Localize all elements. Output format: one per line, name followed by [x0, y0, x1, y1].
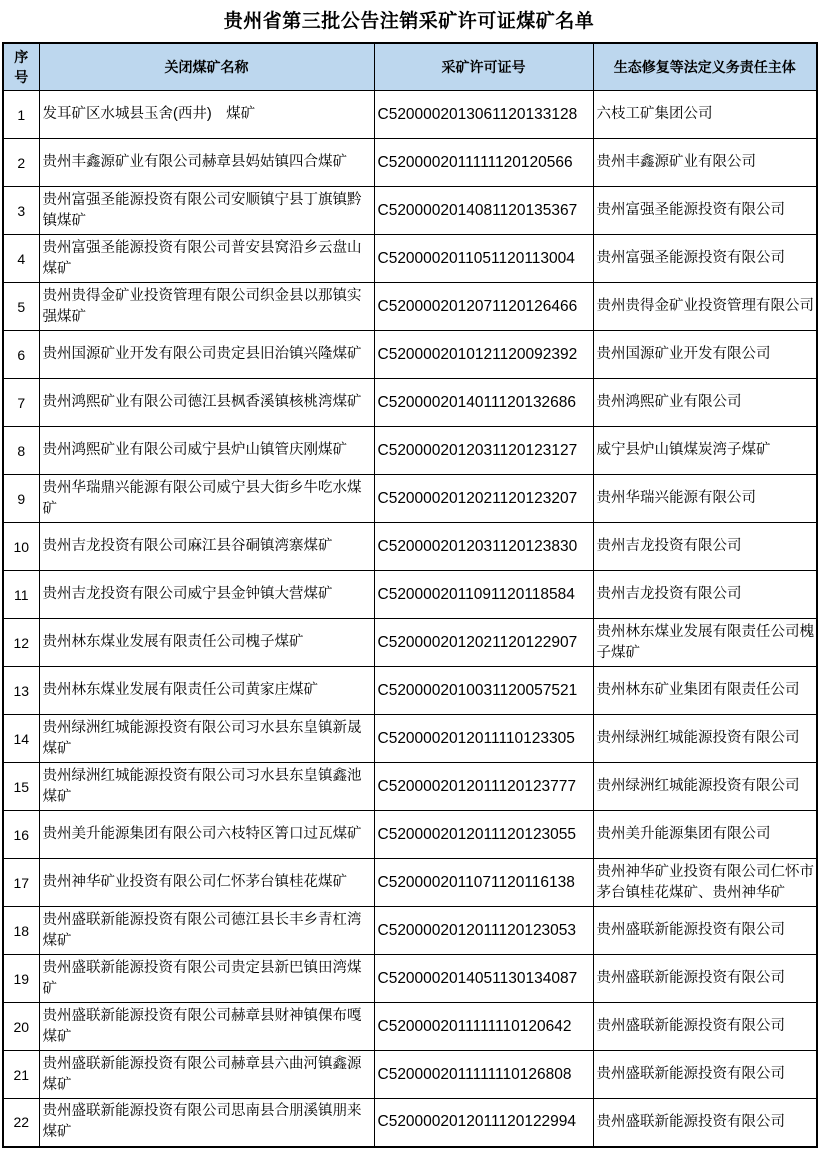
table-row [3, 571, 817, 619]
mine-name-cell: 贵州绿洲红城能源投资有限公司习水县东皇镇鑫池煤矿 [39, 763, 374, 811]
license-number-cell: C5200002012031120123830 [374, 523, 593, 571]
serial-number-cell: 17 [3, 859, 39, 907]
table-row [3, 715, 817, 763]
mine-name-cell: 贵州国源矿业开发有限公司贵定县旧治镇兴隆煤矿 [39, 331, 374, 379]
mine-name-cell: 贵州贵得金矿业投资管理有限公司织金县以那镇实强煤矿 [39, 283, 374, 331]
table-header-row [3, 43, 817, 91]
header-cell-mine-name: 关闭煤矿名称 [39, 43, 374, 91]
mine-name-cell: 贵州鸿熙矿业有限公司威宁县炉山镇管庆刚煤矿 [39, 427, 374, 475]
responsible-entity-cell: 贵州国源矿业开发有限公司 [593, 331, 817, 379]
header-cell-responsible-entity: 生态修复等法定义务责任主体 [593, 43, 817, 91]
responsible-entity-cell: 贵州盛联新能源投资有限公司 [593, 907, 817, 955]
license-number-cell: C5200002010031120057521 [374, 667, 593, 715]
mine-name-cell: 贵州吉龙投资有限公司麻江县谷硐镇湾寨煤矿 [39, 523, 374, 571]
table-row [3, 1099, 817, 1147]
serial-number-cell: 7 [3, 379, 39, 427]
responsible-entity-cell: 贵州鸿熙矿业有限公司 [593, 379, 817, 427]
responsible-entity-cell: 贵州林东矿业集团有限责任公司 [593, 667, 817, 715]
license-number-cell: C5200002011111110120642 [374, 1003, 593, 1051]
serial-number-cell: 13 [3, 667, 39, 715]
license-number-cell: C5200002011051120113004 [374, 235, 593, 283]
responsible-entity-cell: 贵州富强圣能源投资有限公司 [593, 187, 817, 235]
license-number-cell: C5200002012011120123777 [374, 763, 593, 811]
serial-number-cell: 1 [3, 91, 39, 139]
license-number-cell: C5200002012021120123207 [374, 475, 593, 523]
header-cell-license-number: 采矿许可证号 [374, 43, 593, 91]
header-cell-serial-number: 序号 [3, 43, 39, 91]
table-row [3, 331, 817, 379]
mine-name-cell: 贵州美升能源集团有限公司六枝特区箐口过瓦煤矿 [39, 811, 374, 859]
mine-name-cell: 贵州盛联新能源投资有限公司贵定县新巴镇田湾煤矿 [39, 955, 374, 1003]
responsible-entity-cell: 威宁县炉山镇煤炭湾子煤矿 [593, 427, 817, 475]
mine-name-cell: 发耳矿区水城县玉舍(西井) 煤矿 [39, 91, 374, 139]
responsible-entity-cell: 贵州丰鑫源矿业有限公司 [593, 139, 817, 187]
table-row [3, 379, 817, 427]
serial-number-cell: 5 [3, 283, 39, 331]
responsible-entity-cell: 贵州盛联新能源投资有限公司 [593, 1051, 817, 1099]
license-number-cell: C5200002012021120122907 [374, 619, 593, 667]
serial-number-cell: 19 [3, 955, 39, 1003]
license-number-cell: C5200002014011120132686 [374, 379, 593, 427]
mine-name-cell: 贵州丰鑫源矿业有限公司赫章县妈姑镇四合煤矿 [39, 139, 374, 187]
license-number-cell: C5200002011111120120566 [374, 139, 593, 187]
serial-number-cell: 10 [3, 523, 39, 571]
license-number-cell: C5200002011091120118584 [374, 571, 593, 619]
table-row [3, 523, 817, 571]
responsible-entity-cell: 贵州富强圣能源投资有限公司 [593, 235, 817, 283]
serial-number-cell: 3 [3, 187, 39, 235]
table-body [3, 91, 817, 1147]
serial-number-cell: 4 [3, 235, 39, 283]
responsible-entity-cell: 贵州盛联新能源投资有限公司 [593, 1099, 817, 1147]
license-number-cell: C5200002012011120123053 [374, 907, 593, 955]
license-number-cell: C5200002011111110126808 [374, 1051, 593, 1099]
responsible-entity-cell: 贵州绿洲红城能源投资有限公司 [593, 715, 817, 763]
table-row [3, 1051, 817, 1099]
responsible-entity-cell: 贵州吉龙投资有限公司 [593, 571, 817, 619]
license-number-cell: C5200002012011120123055 [374, 811, 593, 859]
responsible-entity-cell: 贵州贵得金矿业投资管理有限公司 [593, 283, 817, 331]
coal-mine-table [2, 42, 818, 1148]
responsible-entity-cell: 六枝工矿集团公司 [593, 91, 817, 139]
serial-number-cell: 8 [3, 427, 39, 475]
serial-number-cell: 15 [3, 763, 39, 811]
license-number-cell: C5200002013061120133128 [374, 91, 593, 139]
table-row [3, 235, 817, 283]
license-number-cell: C5200002014051130134087 [374, 955, 593, 1003]
serial-number-cell: 9 [3, 475, 39, 523]
license-number-cell: C5200002011071120116138 [374, 859, 593, 907]
license-number-cell: C5200002012011110123305 [374, 715, 593, 763]
table-row [3, 139, 817, 187]
serial-number-cell: 11 [3, 571, 39, 619]
table-row [3, 619, 817, 667]
mine-name-cell: 贵州富强圣能源投资有限公司普安县窝沿乡云盘山煤矿 [39, 235, 374, 283]
serial-number-cell: 16 [3, 811, 39, 859]
responsible-entity-cell: 贵州盛联新能源投资有限公司 [593, 955, 817, 1003]
license-number-cell: C5200002014081120135367 [374, 187, 593, 235]
table-row [3, 859, 817, 907]
responsible-entity-cell: 贵州美升能源集团有限公司 [593, 811, 817, 859]
table-row [3, 907, 817, 955]
responsible-entity-cell: 贵州华瑞兴能源有限公司 [593, 475, 817, 523]
page-title: 贵州省第三批公告注销采矿许可证煤矿名单 [223, 11, 595, 32]
responsible-entity-cell: 贵州盛联新能源投资有限公司 [593, 1003, 817, 1051]
table-row [3, 475, 817, 523]
table-row [3, 1003, 817, 1051]
table-row [3, 283, 817, 331]
mine-name-cell: 贵州鸿熙矿业有限公司德江县枫香溪镇核桃湾煤矿 [39, 379, 374, 427]
license-number-cell: C5200002012011120122994 [374, 1099, 593, 1147]
mine-name-cell: 贵州盛联新能源投资有限公司德江县长丰乡青杠湾煤矿 [39, 907, 374, 955]
serial-number-cell: 20 [3, 1003, 39, 1051]
serial-number-cell: 18 [3, 907, 39, 955]
mine-name-cell: 贵州林东煤业发展有限责任公司槐子煤矿 [39, 619, 374, 667]
license-number-cell: C5200002012031120123127 [374, 427, 593, 475]
serial-number-cell: 21 [3, 1051, 39, 1099]
table-row [3, 91, 817, 139]
mine-name-cell: 贵州盛联新能源投资有限公司赫章县六曲河镇鑫源煤矿 [39, 1051, 374, 1099]
mine-name-cell: 贵州华瑞鼎兴能源有限公司威宁县大街乡牛吃水煤矿 [39, 475, 374, 523]
responsible-entity-cell: 贵州神华矿业投资有限公司仁怀市茅台镇桂花煤矿、贵州神华矿 [593, 859, 817, 907]
table-row [3, 667, 817, 715]
mine-name-cell: 贵州盛联新能源投资有限公司赫章县财神镇倮布嘎煤矿 [39, 1003, 374, 1051]
license-number-cell: C5200002012071120126466 [374, 283, 593, 331]
mine-name-cell: 贵州盛联新能源投资有限公司思南县合朋溪镇朋来煤矿 [39, 1099, 374, 1147]
serial-number-cell: 12 [3, 619, 39, 667]
mine-name-cell: 贵州林东煤业发展有限责任公司黄家庄煤矿 [39, 667, 374, 715]
responsible-entity-cell: 贵州吉龙投资有限公司 [593, 523, 817, 571]
serial-number-cell: 2 [3, 139, 39, 187]
table-row [3, 187, 817, 235]
mine-name-cell: 贵州富强圣能源投资有限公司安顺镇宁县丁旗镇黔镇煤矿 [39, 187, 374, 235]
mine-name-cell: 贵州绿洲红城能源投资有限公司习水县东皇镇新晟煤矿 [39, 715, 374, 763]
responsible-entity-cell: 贵州林东煤业发展有限责任公司槐子煤矿 [593, 619, 817, 667]
serial-number-cell: 14 [3, 715, 39, 763]
table-row [3, 955, 817, 1003]
responsible-entity-cell: 贵州绿洲红城能源投资有限公司 [593, 763, 817, 811]
table-row [3, 811, 817, 859]
table-row [3, 763, 817, 811]
mine-name-cell: 贵州神华矿业投资有限公司仁怀茅台镇桂花煤矿 [39, 859, 374, 907]
serial-number-cell: 6 [3, 331, 39, 379]
serial-number-cell: 22 [3, 1099, 39, 1147]
license-number-cell: C5200002010121120092392 [374, 331, 593, 379]
mine-name-cell: 贵州吉龙投资有限公司威宁县金钟镇大营煤矿 [39, 571, 374, 619]
table-row [3, 427, 817, 475]
